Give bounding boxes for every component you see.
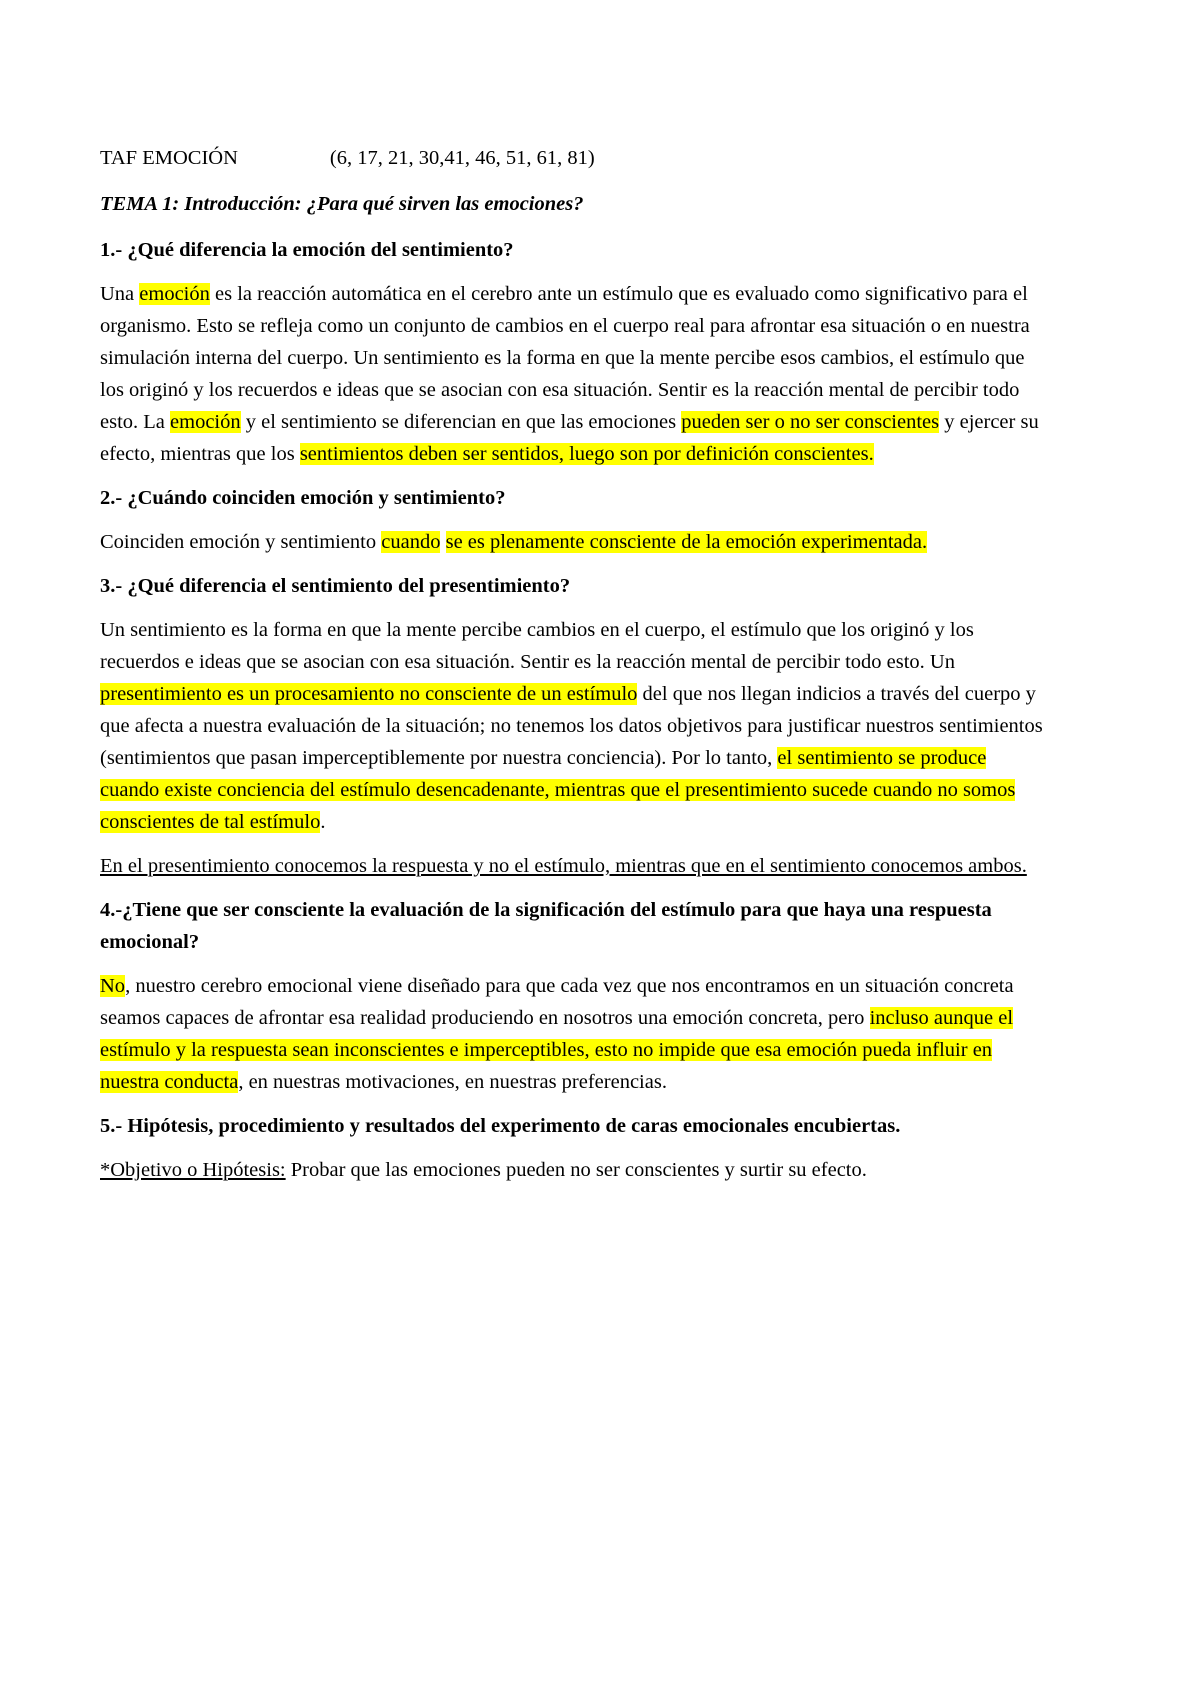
answer-5 (100, 1154, 1050, 1186)
answer-3-highlight: el sentimiento se produce cuando existe conciencia del estímulo desencadenante, mientras que el presentimiento sucede cuando no somos conscientes de tal estímulo (100, 747, 1016, 833)
answer-2-highlight: cuando (381, 531, 441, 553)
question-2: 2.- ¿Cuándo coinciden emoción y sentimiento? (100, 487, 506, 509)
answer-3-text: Un sentimiento es la forma en que la mente percibe cambios en el cuerpo, el estímulo que los originó y los recuerdos e ideas que se asocian con esa situación. Sentir es la reacción mental de percibir todo esto. Un (100, 619, 974, 673)
answer-4-highlight: No (100, 975, 126, 997)
answer-1-highlight: sentimientos deben ser sentidos, luego son por definición conscientes. (299, 443, 874, 465)
answer-1-highlight: emoción (139, 283, 210, 305)
answer-1-highlight: emoción (170, 411, 241, 433)
answer-1-text: y ejercer su efecto, mientras que los (100, 411, 1039, 465)
question-5: 5.- Hipótesis, procedimiento y resultados del experimento de caras emocionales encubiertas. (100, 1115, 901, 1137)
document-title: TAF EMOCIÓN (100, 147, 238, 169)
answer-3-text: . (320, 811, 326, 833)
answer-4 (100, 970, 1050, 1098)
document-refs: (6, 17, 21, 30,41, 46, 51, 61, 81) (329, 147, 595, 169)
question-1: 1.- ¿Qué diferencia la emoción del sentimiento? (100, 239, 514, 261)
answer-2 (100, 526, 1050, 558)
answer-2-highlight: se es plenamente consciente de la emoción experimentada. (445, 531, 928, 553)
answer-3-summary: En el presentimiento conocemos la respuesta y no el estímulo, mientras que en el sentimiento conocemos ambos. (100, 855, 1027, 877)
question-4: 4.-¿Tiene que ser consciente la evaluación de la significación del estímulo para que haya una respuesta emocional? (100, 899, 992, 953)
answer-3 (100, 614, 1050, 838)
answer-4-text: , en nuestras motivaciones, en nuestras preferencias. (238, 1071, 667, 1093)
hypothesis-text: Probar que las emociones pueden no ser conscientes y surtir su efecto. (285, 1159, 867, 1181)
answer-1-text: y el sentimiento se diferencian en que las emociones (240, 411, 682, 433)
answer-1-text: es la reacción automática en el cerebro ante un estímulo que es evaluado como significativo para el organismo. Esto se refleja como un conjunto de cambios en el cuerpo real para afrontar esa situación o en nuestra simulación interna del cuerpo. Un sentimiento es la forma en que la mente percibe esos cambios, el estímulo que los originó y los recuerdos e ideas que se asocian con esa situación. Sentir es la reacción mental de percibir todo esto. La (100, 283, 1030, 433)
answer-3-highlight: presentimiento es un procesamiento no consciente de un estímulo (100, 683, 638, 705)
answer-2-text: Coinciden emoción y sentimiento (100, 531, 382, 553)
document-title-line (100, 142, 1050, 174)
answer-2-text (440, 531, 445, 553)
answer-3-text: del que nos llegan indicios a través del cuerpo y que afecta a nuestra evaluación de la situación; no tenemos los datos objetivos para justificar nuestros sentimientos (sentimientos que pasan imperceptiblemente por nuestra conciencia). Por lo tanto, (100, 683, 1043, 769)
topic-heading: TEMA 1: Introducción: ¿Para qué sirven las emociones? (100, 193, 584, 215)
answer-4-highlight: incluso aunque el estímulo y la respuesta sean inconscientes e imperceptibles, esto no impide que esa emoción pueda influir en nuestra conducta (100, 1007, 1014, 1093)
answer-4-text: , nuestro cerebro emocional viene diseñado para que cada vez que nos encontramos en un situación concreta seamos capaces de afrontar esa realidad produciendo en nosotros una emoción concreta, pero (100, 975, 1014, 1029)
answer-1-highlight: pueden ser o no ser conscientes (681, 411, 940, 433)
answer-1 (100, 278, 1050, 470)
document-page (100, 142, 1050, 1198)
answer-1-text: Una (100, 283, 140, 305)
question-3: 3.- ¿Qué diferencia el sentimiento del presentimiento? (100, 575, 571, 597)
hypothesis-label: *Objetivo o Hipótesis: (100, 1159, 286, 1181)
